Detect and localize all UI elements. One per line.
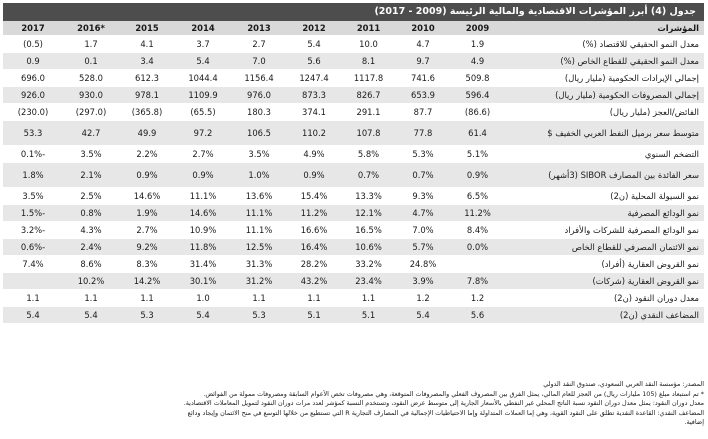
row-value-cell: 3.4	[119, 53, 175, 70]
table-title: جدول (4) أبرز المؤشرات الاقتصادية والمالية الرئيسة (2009 - 2017)	[3, 3, 704, 21]
row-value-cell: 5.7%	[396, 239, 450, 256]
note-continuation: إضافية.	[684, 418, 704, 427]
row-value-cell: 1.7	[63, 36, 119, 53]
row-value-cell: 5.3	[119, 307, 175, 324]
row-value-cell: 3.5%	[63, 146, 119, 163]
row-value-cell: 10.0	[341, 36, 396, 53]
row-value-cell: 2.7	[231, 36, 287, 53]
row-value-cell: 16.6%	[287, 222, 341, 239]
row-value-cell: 0.9%	[175, 163, 231, 188]
header-year: 2011	[341, 21, 396, 36]
row-indicator-label: نمو القروض العقارية (أفراد)	[505, 256, 704, 273]
table-row	[3, 53, 704, 70]
row-value-cell: 1156.4	[231, 70, 287, 87]
row-value-cell: 14.6%	[119, 188, 175, 205]
row-value-cell: 696.0	[3, 70, 63, 87]
row-value-cell: 180.3	[231, 104, 287, 121]
row-value-cell: 5.1%	[450, 146, 505, 163]
row-value-cell: 5.1	[341, 307, 396, 324]
row-value-cell: 1117.8	[341, 70, 396, 87]
row-value-cell: 653.9	[396, 87, 450, 104]
row-value-cell: 9.7	[396, 53, 450, 70]
table-row	[3, 290, 704, 307]
row-value-cell: 976.0	[231, 87, 287, 104]
row-value-cell: 10.6%	[341, 239, 396, 256]
row-value-cell: 1.1	[119, 290, 175, 307]
row-value-cell: 4.3%	[63, 222, 119, 239]
row-value-cell: 5.4	[63, 307, 119, 324]
row-value-cell: 11.8%	[175, 239, 231, 256]
row-indicator-label: معدل النمو الحقيقي للقطاع الخاص (%)	[505, 53, 704, 70]
row-value-cell: 1.9%	[119, 205, 175, 222]
row-value-cell: 8.1	[341, 53, 396, 70]
row-value-cell: 5.4	[175, 53, 231, 70]
row-value-cell: 8.3%	[119, 256, 175, 273]
row-value-cell: 873.3	[287, 87, 341, 104]
row-value-cell: (0.5)	[3, 36, 63, 53]
row-value-cell: 5.8%	[341, 146, 396, 163]
row-value-cell: 14.6%	[175, 205, 231, 222]
row-value-cell: 0.0%	[450, 239, 505, 256]
row-value-cell: 930.0	[63, 87, 119, 104]
row-indicator-label: إجمالي الإيرادات الحكومية (مليار ريال)	[505, 70, 704, 87]
row-value-cell: 11.1%	[231, 205, 287, 222]
row-value-cell: 5.4	[396, 307, 450, 324]
row-value-cell: 1.1	[341, 290, 396, 307]
row-value-cell: 1.9	[450, 36, 505, 53]
table-header-row	[3, 21, 704, 36]
row-value-cell: 9.2%	[119, 239, 175, 256]
indicators-table	[3, 21, 704, 324]
row-indicator-label: التضخم السنوي	[505, 146, 704, 163]
row-indicator-label: نمو الودائع المصرفية	[505, 205, 704, 222]
row-value-cell: 10.2%	[63, 273, 119, 290]
row-value-cell: (297.0)	[63, 104, 119, 121]
table-row	[3, 188, 704, 205]
row-value-cell: 11.1%	[175, 188, 231, 205]
row-value-cell: 4.7	[396, 36, 450, 53]
row-indicator-label: معدل النمو الحقيقي للاقتصاد (%)	[505, 36, 704, 53]
table-row	[3, 70, 704, 87]
note-multiplier: المضاعف النقدي: القاعدة النقدية تطلق على النقود القوية، وهي إما العملات المتداولة وإما الاحتياطيات الإجمالية في المصارف التجارية R التي تستطيع من خلالها التوسع في منح الائتمان وإيجاد ودائع	[187, 408, 704, 417]
row-value-cell	[3, 273, 63, 290]
table-row	[3, 146, 704, 163]
row-value-cell: 10.9%	[175, 222, 231, 239]
row-value-cell: 33.2%	[341, 256, 396, 273]
row-value-cell: 3.2%-	[3, 222, 63, 239]
table-row	[3, 307, 704, 324]
row-value-cell: 528.0	[63, 70, 119, 87]
header-year: 2016*	[63, 21, 119, 36]
row-value-cell: 826.7	[341, 87, 396, 104]
row-value-cell: 110.2	[287, 121, 341, 146]
row-value-cell: 1.1	[287, 290, 341, 307]
row-value-cell: 3.5%	[3, 188, 63, 205]
row-value-cell: 77.8	[396, 121, 450, 146]
row-value-cell: 0.7%	[396, 163, 450, 188]
row-value-cell: (230.0)	[3, 104, 63, 121]
row-value-cell: 97.2	[175, 121, 231, 146]
row-value-cell: 374.1	[287, 104, 341, 121]
row-value-cell: 13.6%	[231, 188, 287, 205]
table-row	[3, 239, 704, 256]
row-value-cell: 0.7%	[341, 163, 396, 188]
row-value-cell: 1.1	[231, 290, 287, 307]
row-value-cell: 5.4	[175, 307, 231, 324]
row-value-cell: 2.7%	[175, 146, 231, 163]
row-indicator-label: نمو الودائع المصرفية للشركات والأفراد	[505, 222, 704, 239]
row-value-cell: 15.4%	[287, 188, 341, 205]
row-value-cell: 11.2%	[287, 205, 341, 222]
row-value-cell: 43.2%	[287, 273, 341, 290]
header-year: 2009	[450, 21, 505, 36]
row-indicator-label: المضاعف النقدي (ن2)	[505, 307, 704, 324]
row-value-cell: 8.4%	[450, 222, 505, 239]
row-value-cell: 1.8%	[3, 163, 63, 188]
row-indicator-label: الفائض/العجز (مليار ريال)	[505, 104, 704, 121]
row-value-cell: 612.3	[119, 70, 175, 87]
row-value-cell: 5.6	[287, 53, 341, 70]
table-row	[3, 104, 704, 121]
row-value-cell: 2.4%	[63, 239, 119, 256]
table-row	[3, 256, 704, 273]
row-value-cell: 5.4	[3, 307, 63, 324]
indicators-table-container	[3, 3, 704, 324]
row-value-cell: 4.9	[450, 53, 505, 70]
note-deficit: * تم استبعاد مبلغ (105 مليارات ريال) من العجز للعام المالي، يمثل الفرق بين المصروف الفعلي والمصروفات المتوقعة، وهي مصروفات تخص الأعوام السابقة ومصروفات ممولة من الفوائض.	[203, 389, 704, 398]
table-row	[3, 87, 704, 104]
row-value-cell: 1.0%	[231, 163, 287, 188]
row-indicator-label: معدل دوران النقود (ن2)	[505, 290, 704, 307]
row-value-cell: (365.8)	[119, 104, 175, 121]
row-value-cell: 3.7	[175, 36, 231, 53]
row-value-cell: 16.5%	[341, 222, 396, 239]
row-value-cell: 978.1	[119, 87, 175, 104]
row-value-cell: 5.4	[287, 36, 341, 53]
row-value-cell: 31.2%	[231, 273, 287, 290]
row-value-cell: 42.7	[63, 121, 119, 146]
table-row	[3, 222, 704, 239]
row-value-cell: 7.4%	[3, 256, 63, 273]
row-value-cell: 0.9	[3, 53, 63, 70]
row-value-cell: 31.3%	[231, 256, 287, 273]
row-value-cell: 1.2	[396, 290, 450, 307]
row-value-cell: 3.5%	[231, 146, 287, 163]
row-value-cell: 106.5	[231, 121, 287, 146]
row-value-cell: 5.3	[231, 307, 287, 324]
row-value-cell: 509.8	[450, 70, 505, 87]
row-value-cell: 13.3%	[341, 188, 396, 205]
row-value-cell: 596.4	[450, 87, 505, 104]
row-value-cell: 61.4	[450, 121, 505, 146]
row-value-cell: 741.6	[396, 70, 450, 87]
note-source: المصدر: مؤسسة النقد العربي السعودي، صندوق النقد الدولي	[543, 380, 704, 388]
row-value-cell: 49.9	[119, 121, 175, 146]
row-value-cell: 53.3	[3, 121, 63, 146]
row-value-cell: 0.1%-	[3, 146, 63, 163]
header-indicators: المؤشرات	[505, 21, 704, 36]
row-indicator-label: نمو الائتمان المصرفي للقطاع الخاص	[505, 239, 704, 256]
row-value-cell: 5.1	[287, 307, 341, 324]
row-value-cell: 24.8%	[396, 256, 450, 273]
row-value-cell: 1.2	[450, 290, 505, 307]
header-year: 2012	[287, 21, 341, 36]
row-indicator-label: إجمالي المصروفات الحكومية (مليار ريال)	[505, 87, 704, 104]
row-indicator-label: نمو القروض العقارية (شركات)	[505, 273, 704, 290]
row-value-cell: (86.6)	[450, 104, 505, 121]
row-value-cell: 1.1	[3, 290, 63, 307]
table-row	[3, 273, 704, 290]
row-value-cell: 0.6%-	[3, 239, 63, 256]
row-value-cell: 7.8%	[450, 273, 505, 290]
table-row	[3, 205, 704, 222]
note-velocity: معدل دوران النقود: يمثل معدل دوران النقود نسبة الناتج المحلي غير النفطي بالأسعار الجارية إلى متوسط عرض النقود، وتستخدم النسبة كمؤشر لعدد مرات دوران النقود لتمويل المعاملات الاقتصادية.	[183, 399, 704, 408]
row-value-cell: 11.2%	[450, 205, 505, 222]
row-value-cell: 2.1%	[63, 163, 119, 188]
table-row	[3, 163, 704, 188]
row-value-cell: 107.8	[341, 121, 396, 146]
row-value-cell: 5.6	[450, 307, 505, 324]
table-notes	[3, 380, 704, 428]
row-value-cell: 1109.9	[175, 87, 231, 104]
row-value-cell: 8.6%	[63, 256, 119, 273]
row-value-cell: 9.3%	[396, 188, 450, 205]
row-value-cell: 12.5%	[231, 239, 287, 256]
row-value-cell: 0.9%	[287, 163, 341, 188]
row-value-cell: 1.5%-	[3, 205, 63, 222]
row-value-cell: 2.5%	[63, 188, 119, 205]
table-row	[3, 36, 704, 53]
row-value-cell: 2.7%	[119, 222, 175, 239]
row-indicator-label: سعر الفائدة بين المصارف SIBOR (3أشهر)	[505, 163, 704, 188]
row-value-cell: 0.9%	[119, 163, 175, 188]
row-value-cell: 1.0	[175, 290, 231, 307]
row-indicator-label: نمو السيولة المحلية (ن2)	[505, 188, 704, 205]
row-value-cell: 291.1	[341, 104, 396, 121]
row-value-cell: 5.3%	[396, 146, 450, 163]
row-value-cell: 28.2%	[287, 256, 341, 273]
row-value-cell: 12.1%	[341, 205, 396, 222]
row-value-cell: 16.4%	[287, 239, 341, 256]
row-value-cell: 926.0	[3, 87, 63, 104]
row-value-cell: 7.0%	[396, 222, 450, 239]
row-value-cell: 0.1	[63, 53, 119, 70]
row-value-cell: 30.1%	[175, 273, 231, 290]
row-value-cell: 4.9%	[287, 146, 341, 163]
row-indicator-label: متوسط سعر برميل النفط العربي الخفيف $	[505, 121, 704, 146]
row-value-cell: 6.5%	[450, 188, 505, 205]
row-value-cell: (65.5)	[175, 104, 231, 121]
row-value-cell: 3.9%	[396, 273, 450, 290]
row-value-cell: 1247.4	[287, 70, 341, 87]
header-year: 2010	[396, 21, 450, 36]
row-value-cell	[450, 256, 505, 273]
header-year: 2017	[3, 21, 63, 36]
row-value-cell: 14.2%	[119, 273, 175, 290]
row-value-cell: 0.8%	[63, 205, 119, 222]
row-value-cell: 7.0	[231, 53, 287, 70]
row-value-cell: 1044.4	[175, 70, 231, 87]
row-value-cell: 4.1	[119, 36, 175, 53]
header-year: 2014	[175, 21, 231, 36]
row-value-cell: 0.9%	[450, 163, 505, 188]
row-value-cell: 1.1	[63, 290, 119, 307]
row-value-cell: 23.4%	[341, 273, 396, 290]
header-year: 2013	[231, 21, 287, 36]
row-value-cell: 4.7%	[396, 205, 450, 222]
table-row	[3, 121, 704, 146]
header-year: 2015	[119, 21, 175, 36]
row-value-cell: 2.2%	[119, 146, 175, 163]
row-value-cell: 31.4%	[175, 256, 231, 273]
row-value-cell: 87.7	[396, 104, 450, 121]
row-value-cell: 11.1%	[231, 222, 287, 239]
